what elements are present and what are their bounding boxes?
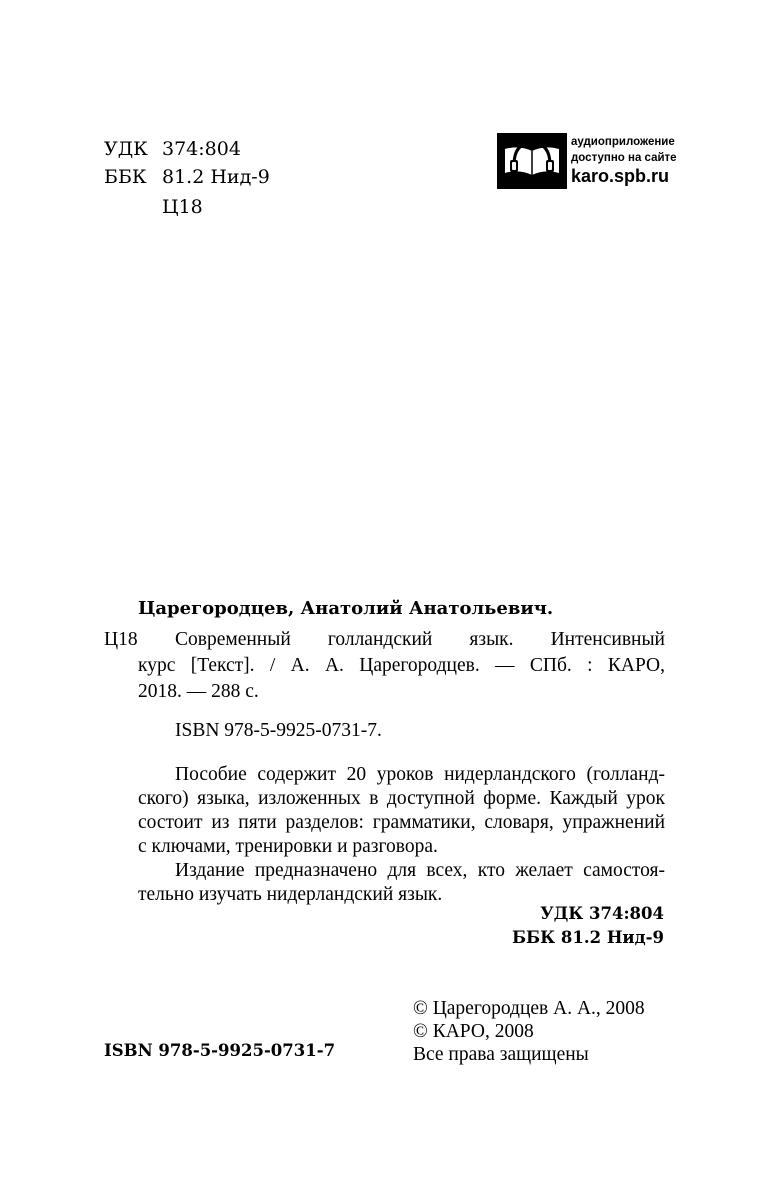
udk-label: УДК (104, 138, 148, 160)
bbk-value: 81.2 Нид-9 (162, 166, 270, 188)
author-heading: Царегородцев, Анатолий Анатольевич. (138, 598, 554, 619)
title-line-1: Современный голландский язык. Интенсивный (175, 629, 665, 650)
copyright-publisher: © КАРО, 2008 (413, 1021, 534, 1042)
annotation-line-1: Пособие содержит 20 уроков нидерландского (голланд- (175, 764, 665, 785)
udk-top (104, 138, 241, 160)
logo-line-1: аудиоприложение (571, 136, 675, 148)
logo-line-2: доступно на сайте (571, 152, 677, 164)
rights-reserved: Все права защищены (413, 1044, 589, 1065)
udk-bottom: УДК 374:804 (540, 904, 664, 923)
author-sign-top: Ц18 (162, 196, 203, 218)
bbk-label: ББК (104, 166, 147, 188)
annotation-line-2: ского) языка, изложенных в доступной форме. Каждый урок (138, 788, 665, 809)
isbn-footer: ISBN 978-5-9925-0731-7 (104, 1041, 336, 1060)
isbn-entry: ISBN 978-5-9925-0731-7. (175, 720, 382, 741)
udk-value: 374:804 (162, 138, 241, 160)
bbk-bottom: ББК 81.2 Нид-9 (511, 928, 664, 947)
annotation-line-5: Издание предназначено для всех, кто желает самостоя- (175, 860, 665, 881)
annotation-line-4: с ключами, тренировки и разговора. (138, 836, 438, 857)
audio-app-logo (497, 133, 677, 191)
bbk-top (104, 166, 270, 188)
book-headphones-icon (497, 133, 567, 189)
annotation-line-6: тельно изучать нидерландский язык. (138, 884, 443, 905)
title-line-3: 2018. — 288 с. (138, 681, 259, 702)
copyright-author: © Царегородцев А. А., 2008 (413, 998, 645, 1019)
author-sign: Ц18 (104, 629, 138, 650)
annotation-line-3: состоит из пяти разделов: грамматики, словаря, упражнений (138, 812, 665, 833)
title-line-2: курс [Текст]. / А. А. Царегородцев. — СПб. : КАРО, (138, 655, 665, 676)
logo-site: karo.spb.ru (571, 166, 670, 186)
